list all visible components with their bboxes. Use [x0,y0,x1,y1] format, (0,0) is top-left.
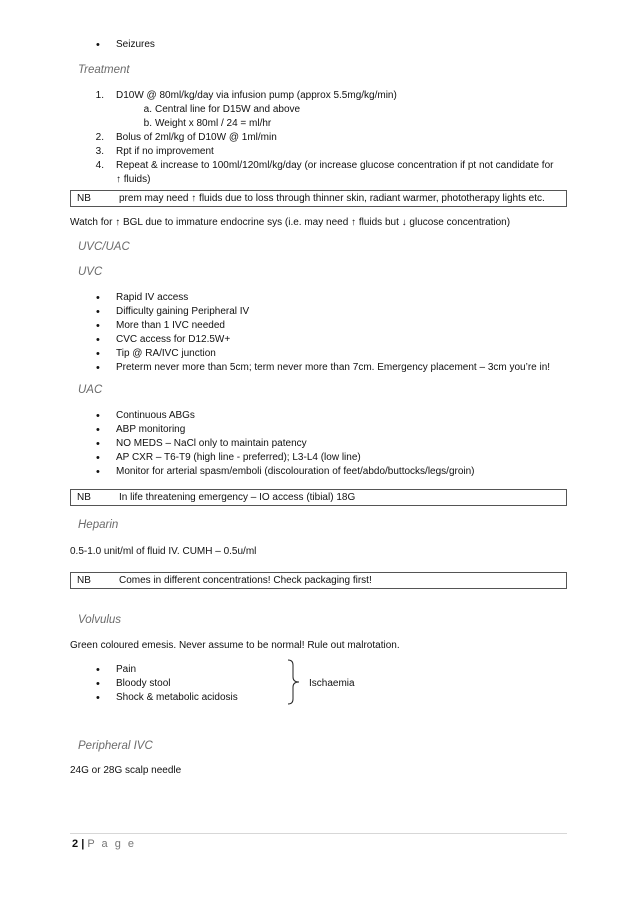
list-number: 1. [95,90,104,101]
nb-text: In life threatening emergency – IO access (tibial) 18G [119,492,356,503]
list-item: Bolus of 2ml/kg of D10W @ 1ml/min [116,132,277,143]
list-item: • Shock & metabolic acidosis [116,692,238,703]
list-item: • Tip @ RA/IVC junction [116,348,216,359]
nb-text: prem may need ↑ fluids due to loss through thinner skin, radiant warmer, phototherapy lights etc. [119,193,545,204]
nb-box [70,190,567,207]
list-item: • Preterm never more than 5cm; term never more than 7cm. Emergency placement – 3cm you’re in! [116,362,550,373]
section-heading-heparin: Heparin [78,519,119,531]
list-number: 2. [95,132,104,143]
list-item: • ABP monitoring [116,424,185,435]
page-footer [72,838,136,850]
list-item: • Seizures [116,39,155,50]
body-text: Watch for ↑ BGL due to immature endocrine sys (i.e. may need ↑ fluids but ↓ glucose concentration) [70,217,511,228]
section-heading-uvc: UVC [78,266,103,278]
brace-label: Ischaemia [309,678,355,689]
section-heading-uac: UAC [78,384,103,396]
list-item: • AP CXR – T6-T9 (high line - preferred); L3-L4 (low line) [116,452,361,463]
list-item: • Monitor for arterial spasm/emboli (discolouration of feet/abdo/buttocks/legs/groin) [116,466,475,477]
nb-label: NB [77,193,91,204]
footer-divider [70,833,567,834]
footer-separator: | [81,838,85,850]
list-item: • CVC access for D12.5W+ [116,334,230,345]
body-text: Green coloured emesis. Never assume to be normal! Rule out malrotation. [70,640,400,651]
nb-text: Comes in different concentrations! Check packaging first! [119,575,372,586]
nb-box [70,489,567,506]
list-number: b. [143,118,152,129]
nb-label: NB [77,492,91,503]
nb-label: NB [77,575,91,586]
list-item: Weight x 80ml / 24 = ml/hr [155,118,272,129]
page-number: 2 [72,838,79,850]
body-text: 24G or 28G scalp needle [70,765,182,776]
list-number: a. [143,104,152,115]
list-item: • More than 1 IVC needed [116,320,225,331]
list-item: • Difficulty gaining Peripheral IV [116,306,249,317]
list-item-continuation: ↑ fluids) [116,174,151,185]
list-item: Repeat & increase to 100ml/120ml/kg/day (or increase glucose concentration if pt not candidate for [116,160,554,171]
section-heading-peripheral-ivc: Peripheral IVC [78,740,153,752]
list-item: D10W @ 80ml/kg/day via infusion pump (approx 5.5mg/kg/min) [116,90,397,101]
section-heading-treatment: Treatment [78,64,130,76]
section-heading-uvc-uac: UVC/UAC [78,241,130,253]
right-brace-icon [287,659,301,705]
list-item: • NO MEDS – NaCl only to maintain patency [116,438,307,449]
list-item: • Continuous ABGs [116,410,195,421]
section-heading-volvulus: Volvulus [78,614,122,626]
list-number: 3. [95,146,104,157]
nb-box [70,572,567,589]
page-word: P a g e [87,838,136,850]
list-item: • Rapid IV access [116,292,188,303]
list-item: • Bloody stool [116,678,170,689]
list-number: 4. [95,160,104,171]
list-item: • Pain [116,664,136,675]
list-item: Central line for D15W and above [155,104,301,115]
body-text: 0.5-1.0 unit/ml of fluid IV. CUMH – 0.5u/ml [70,546,257,557]
list-item: Rpt if no improvement [116,146,214,157]
